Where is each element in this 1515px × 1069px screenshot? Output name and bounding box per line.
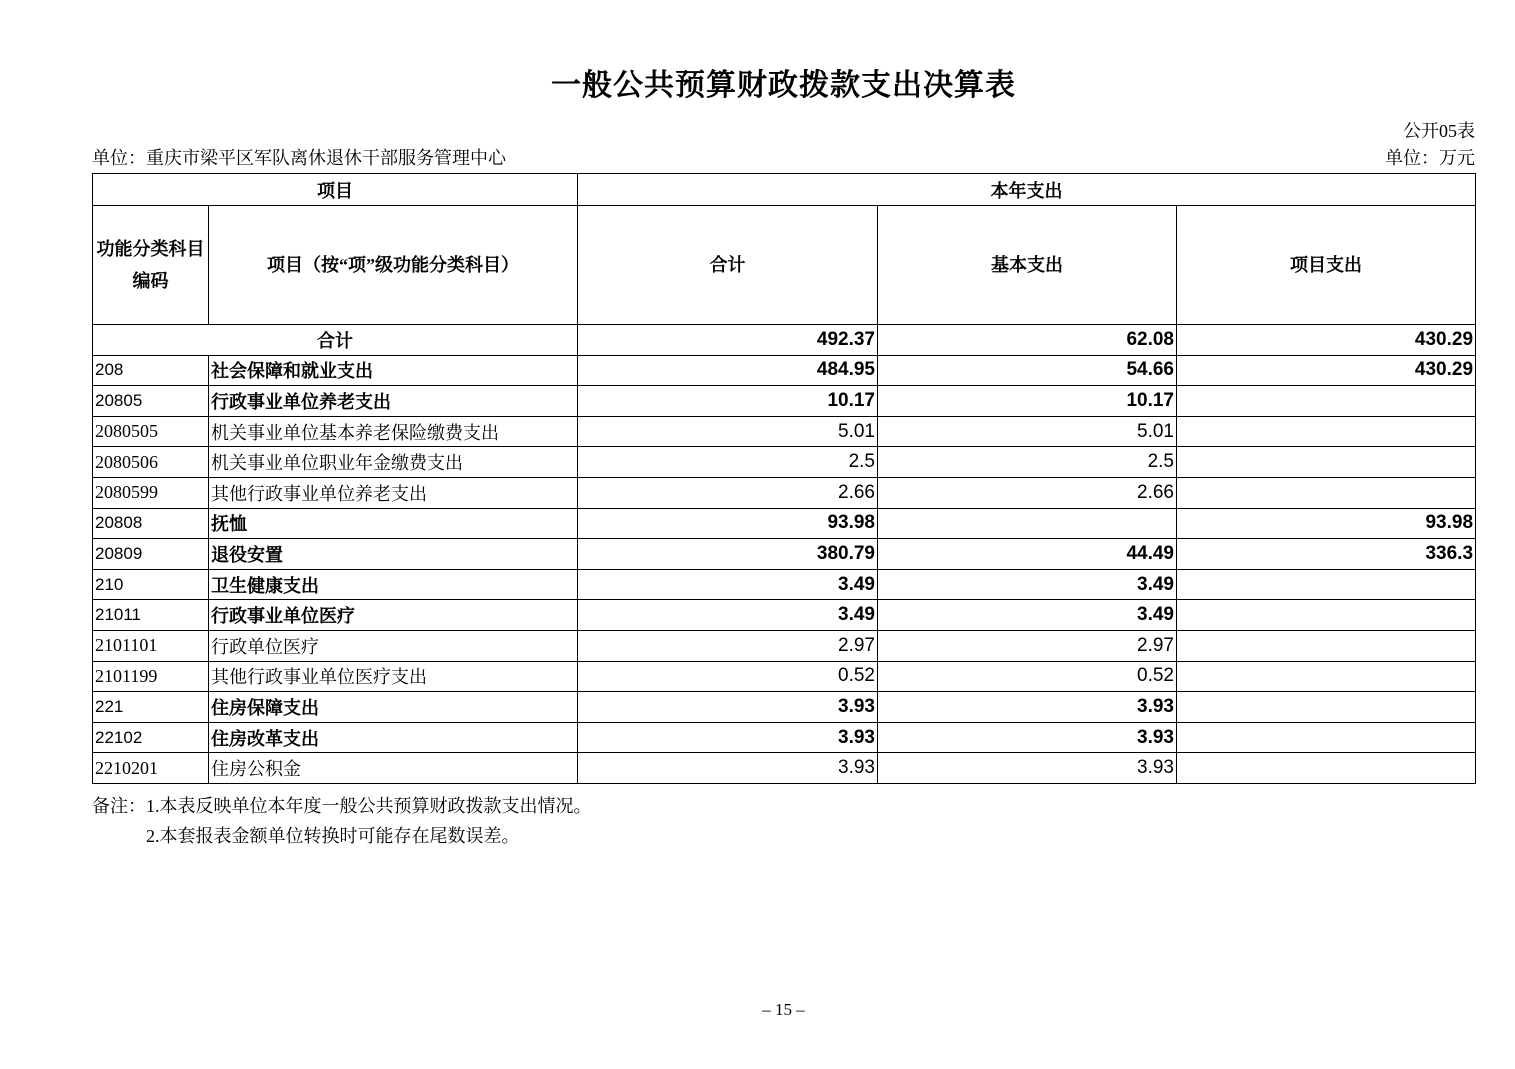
table-row (93, 692, 1476, 723)
item-cell: 其他行政事业单位养老支出 (209, 477, 578, 508)
project-cell (1177, 753, 1476, 784)
project-cell (1177, 447, 1476, 478)
meta-row (92, 146, 1475, 170)
budget-table (92, 173, 1476, 784)
total-cell: 3.93 (578, 722, 878, 753)
item-cell: 住房公积金 (209, 753, 578, 784)
project-cell: 93.98 (1177, 508, 1476, 539)
project-cell (1177, 692, 1476, 723)
basic-cell: 2.5 (878, 447, 1177, 478)
table-number-label: 公开05表 (1403, 121, 1475, 141)
item-cell: 行政事业单位医疗 (209, 600, 578, 631)
note-line-1 (92, 791, 1475, 821)
code-cell: 221 (93, 692, 209, 723)
table-row (93, 569, 1476, 600)
code-cell: 20809 (93, 539, 209, 570)
org-unit-label: 单位：重庆市梁平区军队离休退休干部服务管理中心 (92, 148, 506, 168)
basic-cell: 3.49 (878, 569, 1177, 600)
item-cell: 卫生健康支出 (209, 569, 578, 600)
total-cell: 492.37 (578, 325, 878, 356)
document-page (92, 0, 1475, 1019)
code-cell: 2080599 (93, 477, 209, 508)
basic-cell: 2.66 (878, 477, 1177, 508)
header-project-group: 项目 (93, 174, 578, 206)
note-text-2: 2.本套报表金额单位转换时可能存在尾数误差。 (146, 825, 520, 846)
basic-cell: 3.93 (878, 753, 1177, 784)
project-cell (1177, 630, 1476, 661)
code-cell: 20808 (93, 508, 209, 539)
item-cell: 社会保障和就业支出 (209, 355, 578, 386)
code-cell: 2210201 (93, 753, 209, 784)
table-row (93, 325, 1476, 356)
table-header (93, 174, 1476, 325)
item-cell: 住房改革支出 (209, 722, 578, 753)
project-cell (1177, 569, 1476, 600)
code-cell: 210 (93, 569, 209, 600)
table-row (93, 416, 1476, 447)
total-cell: 380.79 (578, 539, 878, 570)
basic-cell (878, 508, 1177, 539)
table-body (93, 325, 1476, 784)
table-row (93, 477, 1476, 508)
project-cell: 430.29 (1177, 355, 1476, 386)
header-columns-row (93, 206, 1476, 325)
header-current-year-group: 本年支出 (578, 174, 1476, 206)
header-total-column: 合计 (578, 206, 878, 325)
total-cell: 93.98 (578, 508, 878, 539)
table-row (93, 753, 1476, 784)
project-cell (1177, 722, 1476, 753)
table-row (93, 722, 1476, 753)
total-cell: 10.17 (578, 386, 878, 417)
total-cell: 484.95 (578, 355, 878, 386)
basic-cell: 5.01 (878, 416, 1177, 447)
table-row (93, 355, 1476, 386)
basic-cell: 2.97 (878, 630, 1177, 661)
item-cell: 其他行政事业单位医疗支出 (209, 661, 578, 692)
basic-cell: 62.08 (878, 325, 1177, 356)
project-cell: 336.3 (1177, 539, 1476, 570)
project-cell (1177, 477, 1476, 508)
table-row (93, 386, 1476, 417)
currency-unit-label: 单位：万元 (1385, 148, 1475, 168)
table-row (93, 508, 1476, 539)
code-cell: 208 (93, 355, 209, 386)
note-line-2 (92, 821, 1475, 851)
notes-label: 备注： (92, 795, 146, 816)
project-cell (1177, 661, 1476, 692)
basic-cell: 3.93 (878, 722, 1177, 753)
item-cell: 行政事业单位养老支出 (209, 386, 578, 417)
basic-cell: 3.93 (878, 692, 1177, 723)
project-cell: 430.29 (1177, 325, 1476, 356)
total-cell: 0.52 (578, 661, 878, 692)
code-cell: 20805 (93, 386, 209, 417)
total-cell: 2.5 (578, 447, 878, 478)
item-cell: 合计 (93, 325, 578, 356)
header-group-row (93, 174, 1476, 206)
table-row (93, 600, 1476, 631)
header-code-column: 功能分类科目编码 (93, 206, 209, 325)
basic-cell: 3.49 (878, 600, 1177, 631)
note-text-1: 1.本表反映单位本年度一般公共预算财政拨款支出情况。 (146, 795, 592, 816)
item-cell: 退役安置 (209, 539, 578, 570)
project-cell (1177, 600, 1476, 631)
total-cell: 3.49 (578, 600, 878, 631)
basic-cell: 0.52 (878, 661, 1177, 692)
item-cell: 抚恤 (209, 508, 578, 539)
notes (92, 791, 1475, 851)
table-row (93, 539, 1476, 570)
page-title: 一般公共预算财政拨款支出决算表 (551, 69, 1016, 102)
item-cell: 机关事业单位基本养老保险缴费支出 (209, 416, 578, 447)
table-row (93, 661, 1476, 692)
page-number: – 15 – (762, 1000, 805, 1019)
code-cell: 2101199 (93, 661, 209, 692)
table-row (93, 630, 1476, 661)
header-basic-column: 基本支出 (878, 206, 1177, 325)
total-cell: 3.93 (578, 692, 878, 723)
item-cell: 住房保障支出 (209, 692, 578, 723)
project-cell (1177, 386, 1476, 417)
code-cell: 2080506 (93, 447, 209, 478)
total-cell: 2.97 (578, 630, 878, 661)
header-project-column: 项目支出 (1177, 206, 1476, 325)
basic-cell: 10.17 (878, 386, 1177, 417)
item-cell: 机关事业单位职业年金缴费支出 (209, 447, 578, 478)
basic-cell: 54.66 (878, 355, 1177, 386)
code-cell: 2101101 (93, 630, 209, 661)
total-cell: 2.66 (578, 477, 878, 508)
header-item-column: 项目（按“项”级功能分类科目） (209, 206, 578, 325)
code-cell: 2080505 (93, 416, 209, 447)
total-cell: 5.01 (578, 416, 878, 447)
basic-cell: 44.49 (878, 539, 1177, 570)
item-cell: 行政单位医疗 (209, 630, 578, 661)
total-cell: 3.49 (578, 569, 878, 600)
code-cell: 21011 (93, 600, 209, 631)
total-cell: 3.93 (578, 753, 878, 784)
project-cell (1177, 416, 1476, 447)
table-row (93, 447, 1476, 478)
code-cell: 22102 (93, 722, 209, 753)
